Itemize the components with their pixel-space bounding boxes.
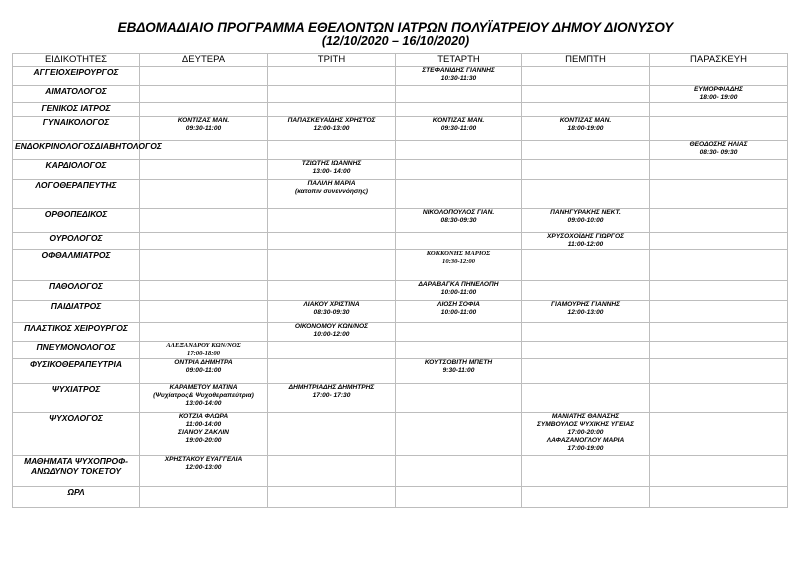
schedule-cell-wednesday <box>396 141 522 160</box>
schedule-cell-wednesday <box>396 103 522 117</box>
specialty-cell: ΚΑΡΔΙΟΛΟΓΟΣ <box>13 160 140 180</box>
schedule-cell-wednesday: ΛΙΟΣΗ ΣΟΦΙΑ 10:00-11:00 <box>396 301 522 323</box>
schedule-cell-monday <box>140 86 268 103</box>
table-row <box>13 180 788 209</box>
schedule-cell-tuesday: ΠΑΛΙΛΗ ΜΑΡΙΑ (κατοπιν συνεννόησης) <box>268 180 396 209</box>
schedule-body <box>13 67 788 508</box>
schedule-cell-tuesday <box>268 281 396 301</box>
schedule-cell-friday <box>650 233 788 250</box>
schedule-cell-tuesday <box>268 342 396 359</box>
schedule-cell-friday <box>650 359 788 384</box>
schedule-cell-monday <box>140 323 268 342</box>
schedule-cell-wednesday <box>396 323 522 342</box>
specialty-cell: ΑΙΜΑΤΟΛΟΓΟΣ <box>13 86 140 103</box>
schedule-cell-friday <box>650 281 788 301</box>
specialty-cell: ΟΦΘΑΛΜΙΑΤΡΟΣ <box>13 250 140 281</box>
schedule-cell-thursday <box>522 250 650 281</box>
schedule-cell-wednesday: ΚΟΥΤΣΟΒΙΤΗ ΜΠΕΤΗ 9:30-11:00 <box>396 359 522 384</box>
specialty-cell: ΓΥΝΑΙΚΟΛΟΓΟΣ <box>13 117 140 141</box>
schedule-cell-thursday: ΚΟΝΤΙΖΑΣ ΜΑΝ. 18:00-19:00 <box>522 117 650 141</box>
table-row <box>13 323 788 342</box>
schedule-cell-wednesday: ΝΙΚΟΛΟΠΟΥΛΟΣ ΓΙΑΝ. 08:30-09:30 <box>396 209 522 233</box>
schedule-cell-tuesday <box>268 413 396 456</box>
schedule-cell-tuesday: ΔΗΜΗΤΡΙΑΔΗΣ ΔΗΜΗΤΡΗΣ 17:00- 17:30 <box>268 384 396 413</box>
schedule-cell-monday <box>140 487 268 508</box>
schedule-cell-friday: ΕΥΜΟΡΦΙΑΔΗΣ 18:00- 19:00 <box>650 86 788 103</box>
schedule-cell-wednesday <box>396 233 522 250</box>
schedule-cell-tuesday <box>268 86 396 103</box>
schedule-cell-wednesday: ΚΟΚΚΟΝΗΣ ΜΑΡΙΟΣ 10:30-12:00 <box>396 250 522 281</box>
schedule-cell-wednesday <box>396 413 522 456</box>
specialty-cell: ΠΝΕΥΜΟΝΟΛΟΓΟΣ <box>13 342 140 359</box>
schedule-cell-thursday: ΠΑΝΗΓΥΡΑΚΗΣ ΝΕΚΤ. 09:00-10:00 <box>522 209 650 233</box>
schedule-cell-monday <box>140 67 268 86</box>
table-row <box>13 384 788 413</box>
schedule-cell-wednesday <box>396 456 522 487</box>
schedule-cell-friday <box>650 209 788 233</box>
schedule-cell-monday <box>140 160 268 180</box>
header-friday: ΠΑΡΑΣΚΕΥΗ <box>650 54 788 67</box>
specialty-cell: ΨΥΧΙΑΤΡΟΣ <box>13 384 140 413</box>
schedule-cell-friday <box>650 342 788 359</box>
schedule-cell-wednesday <box>396 487 522 508</box>
schedule-cell-wednesday <box>396 342 522 359</box>
header-wednesday: ΤΕΤΑΡΤΗ <box>396 54 522 67</box>
table-row <box>13 359 788 384</box>
schedule-cell-friday <box>650 323 788 342</box>
schedule-cell-tuesday <box>268 250 396 281</box>
schedule-cell-tuesday <box>268 141 396 160</box>
specialty-cell: ΓΕΝΙΚΟΣ ΙΑΤΡΟΣ <box>13 103 140 117</box>
schedule-cell-wednesday: ΚΟΝΤΙΖΑΣ ΜΑΝ. 09:30-11:00 <box>396 117 522 141</box>
specialty-cell: ΠΑΙΔΙΑΤΡΟΣ <box>13 301 140 323</box>
header-row <box>13 54 788 67</box>
schedule-cell-tuesday <box>268 233 396 250</box>
schedule-cell-wednesday <box>396 86 522 103</box>
schedule-cell-wednesday <box>396 180 522 209</box>
page-title: ΕΒΔΟΜΑΔΙΑΙΟ ΠΡΟΓΡΑΜΜΑ ΕΘΕΛΟΝΤΩΝ ΙΑΤΡΩΝ ΠΟΛΥΪΑΤΡΕΙΟΥ ΔΗΜΟΥ ΔΙΟΝΥΣΟΥ <box>117 20 674 35</box>
schedule-cell-thursday <box>522 160 650 180</box>
schedule-cell-monday <box>140 250 268 281</box>
schedule-cell-thursday <box>522 487 650 508</box>
specialty-cell: ΛΟΓΟΘΕΡΑΠΕΥΤΗΣ <box>13 180 140 209</box>
table-row <box>13 103 788 117</box>
table-row <box>13 413 788 456</box>
table-row <box>13 160 788 180</box>
schedule-cell-monday <box>140 180 268 209</box>
table-row <box>13 117 788 141</box>
specialty-cell: ΨΥΧΟΛΟΓΟΣ <box>13 413 140 456</box>
schedule-cell-thursday: ΧΡΥΣΟΧΟΪΔΗΣ ΓΙΩΡΓΟΣ 11:00-12:00 <box>522 233 650 250</box>
schedule-cell-tuesday <box>268 487 396 508</box>
schedule-cell-tuesday <box>268 456 396 487</box>
specialty-cell: ΦΥΣΙΚΟΘΕΡΑΠΕΥΤΡΙΑ <box>13 359 140 384</box>
table-row <box>13 209 788 233</box>
schedule-cell-thursday <box>522 384 650 413</box>
table-row <box>13 141 788 160</box>
schedule-cell-monday <box>140 209 268 233</box>
schedule-cell-friday: ΘΕΟΔΟΣΗΣ ΗΛΙΑΣ 08:30- 09:30 <box>650 141 788 160</box>
specialty-cell: ΩΡΛ <box>13 487 140 508</box>
schedule-table <box>12 53 788 508</box>
schedule-cell-thursday: ΓΙΑΜΟΥΡΗΣ ΓΙΑΝΝΗΣ 12:00-13:00 <box>522 301 650 323</box>
table-row <box>13 487 788 508</box>
schedule-cell-tuesday <box>268 209 396 233</box>
schedule-cell-friday <box>650 456 788 487</box>
schedule-cell-friday <box>650 250 788 281</box>
schedule-cell-monday: ΚΟΝΤΙΖΑΣ ΜΑΝ. 09:30-11:00 <box>140 117 268 141</box>
specialty-cell: ΑΓΓΕΙΟΧΕΙΡΟΥΡΓΟΣ <box>13 67 140 86</box>
schedule-cell-friday <box>650 413 788 456</box>
page-subtitle: (12/10/2020 – 16/10/2020) <box>321 34 470 48</box>
schedule-cell-monday <box>140 103 268 117</box>
schedule-cell-thursday <box>522 342 650 359</box>
specialty-cell: ΜΑΘΗΜΑΤΑ ΨΥΧΟΠΡΟΦ-ΑΝΩΔΥΝΟΥ ΤΟΚΕΤΟΥ <box>13 456 140 487</box>
schedule-cell-thursday <box>522 456 650 487</box>
schedule-cell-monday <box>140 233 268 250</box>
schedule-cell-monday: ΑΛΕΞΑΝΔΡΟΥ ΚΩΝ/ΝΟΣ 17:00-18:00 <box>140 342 268 359</box>
schedule-cell-wednesday <box>396 384 522 413</box>
schedule-cell-friday <box>650 103 788 117</box>
schedule-cell-tuesday: ΟΙΚΟΝΟΜΟΥ ΚΩΝ/ΝΟΣ 10:00-12:00 <box>268 323 396 342</box>
header-tuesday: ΤΡΙΤΗ <box>268 54 396 67</box>
schedule-cell-monday <box>140 281 268 301</box>
specialty-cell: ΟΡΘΟΠΕΔΙΚΟΣ <box>13 209 140 233</box>
schedule-cell-tuesday: ΛΙΑΚΟΥ ΧΡΙΣΤΙΝΑ 08:30-09:30 <box>268 301 396 323</box>
specialty-cell: ΟΥΡΟΛΟΓΟΣ <box>13 233 140 250</box>
specialty-cell: ΠΑΘΟΛΟΓΟΣ <box>13 281 140 301</box>
schedule-cell-friday <box>650 160 788 180</box>
table-row <box>13 456 788 487</box>
schedule-cell-tuesday: ΤΖΙΩΤΗΣ ΙΩΑΝΝΗΣ 13:00- 14:00 <box>268 160 396 180</box>
schedule-cell-wednesday: ΔΑΡΑΒΑΓΚΑ ΠΗΝΕΛΟΠΗ 10:00-11:00 <box>396 281 522 301</box>
schedule-cell-tuesday <box>268 67 396 86</box>
schedule-cell-tuesday: ΠΑΠΑΣΚΕΥΑΪΔΗΣ ΧΡΗΣΤΟΣ 12:00-13:00 <box>268 117 396 141</box>
table-row <box>13 342 788 359</box>
table-row <box>13 233 788 250</box>
schedule-cell-thursday <box>522 103 650 117</box>
schedule-cell-thursday <box>522 67 650 86</box>
schedule-cell-monday <box>140 301 268 323</box>
specialty-cell: ΕΝΔΟΚΡΙΝΟΛΟΓΟΣΔΙΑΒΗΤΟΛΟΓΟΣ <box>13 141 140 160</box>
schedule-cell-tuesday <box>268 103 396 117</box>
schedule-cell-wednesday <box>396 160 522 180</box>
table-row <box>13 301 788 323</box>
specialty-cell: ΠΛΑΣΤΙΚΟΣ ΧΕΙΡΟΥΡΓΟΣ <box>13 323 140 342</box>
schedule-cell-thursday <box>522 180 650 209</box>
schedule-cell-friday <box>650 301 788 323</box>
header-monday: ΔΕΥΤΕΡΑ <box>140 54 268 67</box>
table-row <box>13 281 788 301</box>
table-row <box>13 67 788 86</box>
schedule-cell-friday <box>650 180 788 209</box>
schedule-cell-friday <box>650 384 788 413</box>
schedule-cell-friday <box>650 117 788 141</box>
schedule-cell-thursday <box>522 281 650 301</box>
schedule-cell-monday: ΧΡΗΣΤΑΚΟΥ ΕΥΑΓΓΕΛΙΑ 12:00-13:00 <box>140 456 268 487</box>
schedule-cell-monday: ΚΟΤΖΙΑ ΦΛΩΡΑ 11:00-14:00 ΣΙΑΝΟΥ ΖΑΚΛΙΝ 19:00-20:00 <box>140 413 268 456</box>
schedule-cell-monday: ΟΝΤΡΙΑ ΔΗΜΗΤΡΑ 09:00-11:00 <box>140 359 268 384</box>
header-specialties: ΕΙΔΙΚΟΤΗΤΕΣ <box>13 54 140 67</box>
schedule-cell-tuesday <box>268 359 396 384</box>
schedule-cell-friday <box>650 487 788 508</box>
schedule-cell-thursday <box>522 141 650 160</box>
schedule-cell-monday: ΚΑΡΑΜΕΤΟΥ ΜΑΤΙΝΑ (Ψυχίατρος& Ψυχοθεραπεύτρια) 13:00-14:00 <box>140 384 268 413</box>
schedule-cell-wednesday: ΣΤΕΦΑΝΙΔΗΣ ΓΙΑΝΝΗΣ 10:30-11:30 <box>396 67 522 86</box>
schedule-cell-thursday <box>522 86 650 103</box>
schedule-cell-thursday: ΜΑΝΙΑΤΗΣ ΘΑΝΑΣΗΣ ΣΥΜΒΟΥΛΟΣ ΨΥΧΙΚΗΣ ΥΓΕΙΑΣ 17:00-20:00 ΛΑΦΑΖΑΝΟΓΛΟΥ ΜΑΡΙΑ 17:00-19:00 <box>522 413 650 456</box>
table-row <box>13 250 788 281</box>
header-thursday: ΠΕΜΠΤΗ <box>522 54 650 67</box>
schedule-cell-friday <box>650 67 788 86</box>
schedule-cell-thursday <box>522 323 650 342</box>
schedule-cell-thursday <box>522 359 650 384</box>
table-row <box>13 86 788 103</box>
